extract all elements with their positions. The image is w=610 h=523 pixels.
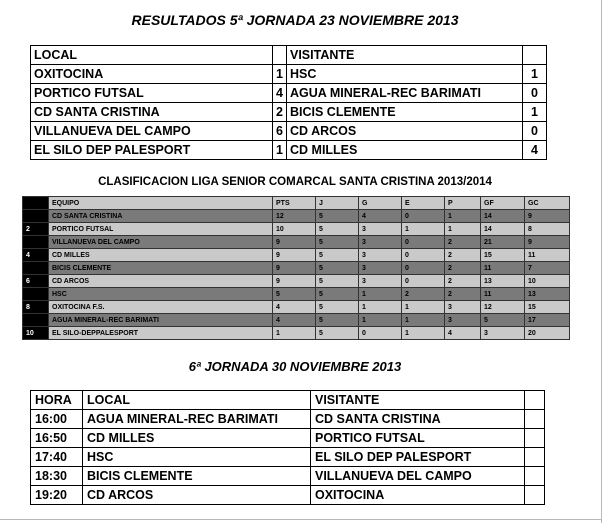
schedule-header-local: LOCAL bbox=[83, 391, 311, 410]
schedule-time: 18:30 bbox=[31, 467, 83, 486]
schedule-row bbox=[31, 410, 545, 429]
standings-gc: 9 bbox=[525, 236, 570, 249]
standings-title: CLASIFICACION LIGA SENIOR COMARCAL SANTA CRISTINA 2013/2014 bbox=[98, 176, 492, 188]
standings-gc: 15 bbox=[525, 301, 570, 314]
schedule-row bbox=[31, 429, 545, 448]
results-local-goals: 6 bbox=[273, 122, 287, 141]
schedule-header-hora: HORA bbox=[31, 391, 83, 410]
standings-row bbox=[23, 314, 570, 327]
results-row bbox=[31, 141, 547, 160]
standings-j: 5 bbox=[316, 275, 359, 288]
schedule-visitor-team: VILLANUEVA DEL CAMPO bbox=[311, 467, 525, 486]
standings-team: OXITOCINA F.S. bbox=[49, 301, 273, 314]
standings-e: 1 bbox=[402, 327, 445, 340]
results-title: RESULTADOS 5ª JORNADA 23 NOVIEMBRE 2013 bbox=[131, 12, 459, 28]
schedule-row bbox=[31, 467, 545, 486]
results-table bbox=[30, 45, 547, 160]
standings-table bbox=[22, 196, 570, 340]
results-visitor-team: HSC bbox=[287, 65, 523, 84]
results-row bbox=[31, 103, 547, 122]
standings-pts: 4 bbox=[273, 301, 316, 314]
standings-pos: 9 bbox=[23, 314, 49, 327]
standings-header-j: J bbox=[316, 197, 359, 210]
standings-gc: 11 bbox=[525, 249, 570, 262]
results-visitor-goals: 1 bbox=[523, 103, 547, 122]
results-header-spacer bbox=[523, 46, 547, 65]
schedule-local-team: HSC bbox=[83, 448, 311, 467]
standings-pts: 9 bbox=[273, 249, 316, 262]
standings-g: 0 bbox=[359, 327, 402, 340]
standings-team: HSC bbox=[49, 288, 273, 301]
schedule-time: 17:40 bbox=[31, 448, 83, 467]
standings-row bbox=[23, 236, 570, 249]
standings-e: 0 bbox=[402, 275, 445, 288]
standings-p: 1 bbox=[445, 223, 481, 236]
standings-row bbox=[23, 210, 570, 223]
schedule-time: 16:00 bbox=[31, 410, 83, 429]
results-local-team: EL SILO DEP PALESPORT bbox=[31, 141, 273, 160]
standings-j: 5 bbox=[316, 314, 359, 327]
standings-pts: 9 bbox=[273, 275, 316, 288]
standings-header-g: G bbox=[359, 197, 402, 210]
schedule-spacer bbox=[525, 448, 545, 467]
results-local-team: VILLANUEVA DEL CAMPO bbox=[31, 122, 273, 141]
standings-p: 3 bbox=[445, 301, 481, 314]
standings-gf: 5 bbox=[481, 314, 525, 327]
standings-header-gf: GF bbox=[481, 197, 525, 210]
standings-gc: 20 bbox=[525, 327, 570, 340]
standings-pos: 4 bbox=[23, 249, 49, 262]
standings-g: 3 bbox=[359, 262, 402, 275]
standings-pos: 7 bbox=[23, 288, 49, 301]
standings-g: 3 bbox=[359, 236, 402, 249]
standings-g: 3 bbox=[359, 249, 402, 262]
standings-header-gc: GC bbox=[525, 197, 570, 210]
standings-header-e: E bbox=[402, 197, 445, 210]
schedule-row bbox=[31, 486, 545, 505]
standings-e: 0 bbox=[402, 236, 445, 249]
standings-team: PORTICO FUTSAL bbox=[49, 223, 273, 236]
standings-header-row bbox=[23, 197, 570, 210]
results-visitor-team: AGUA MINERAL-REC BARIMATI bbox=[287, 84, 523, 103]
results-header-row bbox=[31, 46, 547, 65]
standings-row bbox=[23, 223, 570, 236]
results-visitor-goals: 0 bbox=[523, 84, 547, 103]
schedule-time: 16:50 bbox=[31, 429, 83, 448]
standings-j: 5 bbox=[316, 223, 359, 236]
schedule-time: 19:20 bbox=[31, 486, 83, 505]
schedule-local-team: AGUA MINERAL-REC BARIMATI bbox=[83, 410, 311, 429]
schedule-header-visitante: VISITANTE bbox=[311, 391, 525, 410]
standings-team: EL SILO-DEPPALESPORT bbox=[49, 327, 273, 340]
standings-header-pts: PTS bbox=[273, 197, 316, 210]
standings-g: 1 bbox=[359, 301, 402, 314]
results-local-goals: 4 bbox=[273, 84, 287, 103]
standings-p: 2 bbox=[445, 288, 481, 301]
schedule-local-team: CD MILLES bbox=[83, 429, 311, 448]
standings-pts: 9 bbox=[273, 262, 316, 275]
standings-gc: 8 bbox=[525, 223, 570, 236]
standings-pos: 5 bbox=[23, 262, 49, 275]
results-local-team: PORTICO FUTSAL bbox=[31, 84, 273, 103]
standings-team: VILLANUEVA DEL CAMPO bbox=[49, 236, 273, 249]
schedule-row bbox=[31, 448, 545, 467]
standings-j: 5 bbox=[316, 210, 359, 223]
schedule-header-spacer bbox=[525, 391, 545, 410]
schedule-visitor-team: OXITOCINA bbox=[311, 486, 525, 505]
page-border-right bbox=[601, 0, 602, 523]
results-visitor-goals: 0 bbox=[523, 122, 547, 141]
standings-pts: 5 bbox=[273, 288, 316, 301]
schedule-local-team: BICIS CLEMENTE bbox=[83, 467, 311, 486]
standings-row bbox=[23, 262, 570, 275]
schedule-visitor-team: CD SANTA CRISTINA bbox=[311, 410, 525, 429]
standings-gf: 13 bbox=[481, 275, 525, 288]
standings-pos: 2 bbox=[23, 223, 49, 236]
standings-p: 2 bbox=[445, 262, 481, 275]
standings-e: 0 bbox=[402, 262, 445, 275]
standings-j: 5 bbox=[316, 327, 359, 340]
standings-gc: 10 bbox=[525, 275, 570, 288]
results-row bbox=[31, 65, 547, 84]
schedule-spacer bbox=[525, 486, 545, 505]
standings-gc: 7 bbox=[525, 262, 570, 275]
schedule-header-row bbox=[31, 391, 545, 410]
standings-gf: 11 bbox=[481, 288, 525, 301]
schedule-local-team: CD ARCOS bbox=[83, 486, 311, 505]
results-local-team: OXITOCINA bbox=[31, 65, 273, 84]
standings-gf: 11 bbox=[481, 262, 525, 275]
results-visitor-goals: 1 bbox=[523, 65, 547, 84]
results-header-visitante: VISITANTE bbox=[287, 46, 523, 65]
standings-pos: 8 bbox=[23, 301, 49, 314]
standings-team: CD MILLES bbox=[49, 249, 273, 262]
schedule-spacer bbox=[525, 429, 545, 448]
standings-pos: 6 bbox=[23, 275, 49, 288]
schedule-title: 6ª JORNADA 30 NOVIEMBRE 2013 bbox=[188, 359, 402, 374]
results-local-goals: 1 bbox=[273, 141, 287, 160]
standings-gf: 14 bbox=[481, 223, 525, 236]
standings-team: AGUA MINERAL-REC BARIMATI bbox=[49, 314, 273, 327]
standings-gc: 13 bbox=[525, 288, 570, 301]
page-border-bottom bbox=[0, 519, 602, 520]
standings-header-equipo: EQUIPO bbox=[49, 197, 273, 210]
results-header-local: LOCAL bbox=[31, 46, 273, 65]
results-local-team: CD SANTA CRISTINA bbox=[31, 103, 273, 122]
schedule-spacer bbox=[525, 410, 545, 429]
standings-e: 2 bbox=[402, 288, 445, 301]
results-row bbox=[31, 84, 547, 103]
standings-p: 2 bbox=[445, 249, 481, 262]
standings-g: 1 bbox=[359, 314, 402, 327]
standings-pos: 1 bbox=[23, 210, 49, 223]
results-local-goals: 1 bbox=[273, 65, 287, 84]
standings-gf: 12 bbox=[481, 301, 525, 314]
standings-j: 5 bbox=[316, 288, 359, 301]
standings-j: 5 bbox=[316, 301, 359, 314]
results-row bbox=[31, 122, 547, 141]
standings-j: 5 bbox=[316, 249, 359, 262]
standings-pts: 4 bbox=[273, 314, 316, 327]
standings-pts: 12 bbox=[273, 210, 316, 223]
standings-header-p: P bbox=[445, 197, 481, 210]
results-header-spacer bbox=[273, 46, 287, 65]
standings-team: CD ARCOS bbox=[49, 275, 273, 288]
standings-j: 5 bbox=[316, 262, 359, 275]
results-visitor-goals: 4 bbox=[523, 141, 547, 160]
schedule-table bbox=[30, 390, 545, 505]
schedule-spacer bbox=[525, 467, 545, 486]
standings-e: 1 bbox=[402, 301, 445, 314]
standings-p: 4 bbox=[445, 327, 481, 340]
standings-g: 3 bbox=[359, 275, 402, 288]
standings-p: 2 bbox=[445, 275, 481, 288]
standings-p: 2 bbox=[445, 236, 481, 249]
standings-e: 0 bbox=[402, 249, 445, 262]
standings-pts: 10 bbox=[273, 223, 316, 236]
standings-row bbox=[23, 327, 570, 340]
standings-team: BICIS CLEMENTE bbox=[49, 262, 273, 275]
standings-e: 0 bbox=[402, 210, 445, 223]
standings-gf: 3 bbox=[481, 327, 525, 340]
standings-pts: 1 bbox=[273, 327, 316, 340]
results-visitor-team: CD MILLES bbox=[287, 141, 523, 160]
standings-p: 1 bbox=[445, 210, 481, 223]
standings-gc: 9 bbox=[525, 210, 570, 223]
standings-header-pos bbox=[23, 197, 49, 210]
schedule-visitor-team: PORTICO FUTSAL bbox=[311, 429, 525, 448]
standings-row bbox=[23, 249, 570, 262]
results-visitor-team: CD ARCOS bbox=[287, 122, 523, 141]
results-local-goals: 2 bbox=[273, 103, 287, 122]
standings-gc: 17 bbox=[525, 314, 570, 327]
standings-row bbox=[23, 301, 570, 314]
standings-gf: 14 bbox=[481, 210, 525, 223]
standings-pos: 3 bbox=[23, 236, 49, 249]
standings-row bbox=[23, 275, 570, 288]
standings-e: 1 bbox=[402, 314, 445, 327]
standings-e: 1 bbox=[402, 223, 445, 236]
standings-team: CD SANTA CRISTINA bbox=[49, 210, 273, 223]
standings-g: 3 bbox=[359, 223, 402, 236]
results-visitor-team: BICIS CLEMENTE bbox=[287, 103, 523, 122]
standings-g: 4 bbox=[359, 210, 402, 223]
standings-gf: 21 bbox=[481, 236, 525, 249]
standings-pos: 10 bbox=[23, 327, 49, 340]
schedule-visitor-team: EL SILO DEP PALESPORT bbox=[311, 448, 525, 467]
standings-p: 3 bbox=[445, 314, 481, 327]
standings-gf: 15 bbox=[481, 249, 525, 262]
standings-pts: 9 bbox=[273, 236, 316, 249]
standings-j: 5 bbox=[316, 236, 359, 249]
standings-row bbox=[23, 288, 570, 301]
standings-g: 1 bbox=[359, 288, 402, 301]
